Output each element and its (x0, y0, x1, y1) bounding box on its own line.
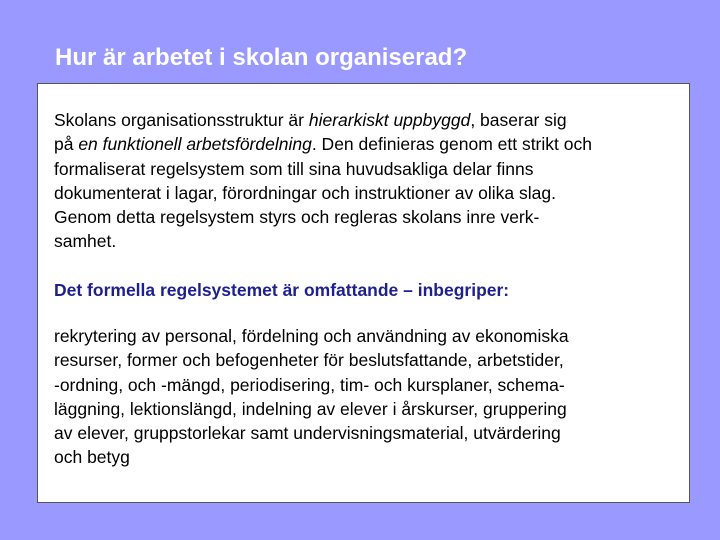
section-heading-block (54, 278, 684, 302)
paragraph-line: Skolans organisationsstruktur är hierarkiskt uppbyggd, baserar sig (54, 110, 567, 130)
paragraph-line: Genom detta regelsystem styrs och regleras skolans inre verk- (54, 207, 540, 228)
content-box (37, 83, 690, 503)
emphasis-functional: en funktionell arbetsfördelning (78, 134, 312, 155)
paragraph-line: och betyg (54, 447, 130, 468)
slide-title: Hur är arbetet i skolan organiserad? (55, 44, 468, 71)
paragraph-line: samhet. (54, 231, 117, 252)
paragraph-line: läggning, lektionslängd, indelning av elever i årskurser, gruppering (54, 398, 567, 419)
paragraph-line: av elever, gruppstorlekar samt undervisningsmaterial, utvärdering (54, 423, 561, 444)
section-heading: Det formella regelsystemet är omfattande – inbegriper: (54, 280, 510, 300)
paragraph-line: resurser, former och befogenheter för beslutsfattande, arbetstider, (54, 350, 564, 371)
intro-paragraph (54, 108, 684, 254)
paragraph-line: formaliserat regelsystem som till sina huvudsakliga delar finns (54, 158, 534, 179)
emphasis-hierarchical: hierarkiskt uppbyggd (308, 110, 471, 130)
list-paragraph (54, 324, 684, 470)
paragraph-line: -ordning, och -mängd, periodisering, tim- och kursplaner, schema- (54, 374, 565, 395)
paragraph-line: på en funktionell arbetsfördelning. Den definieras genom ett strikt och (54, 134, 592, 155)
paragraph-line: dokumenterat i lagar, förordningar och instruktioner av olika slag. (54, 182, 556, 203)
paragraph-line: rekrytering av personal, fördelning och användning av ekonomiska (54, 326, 569, 346)
